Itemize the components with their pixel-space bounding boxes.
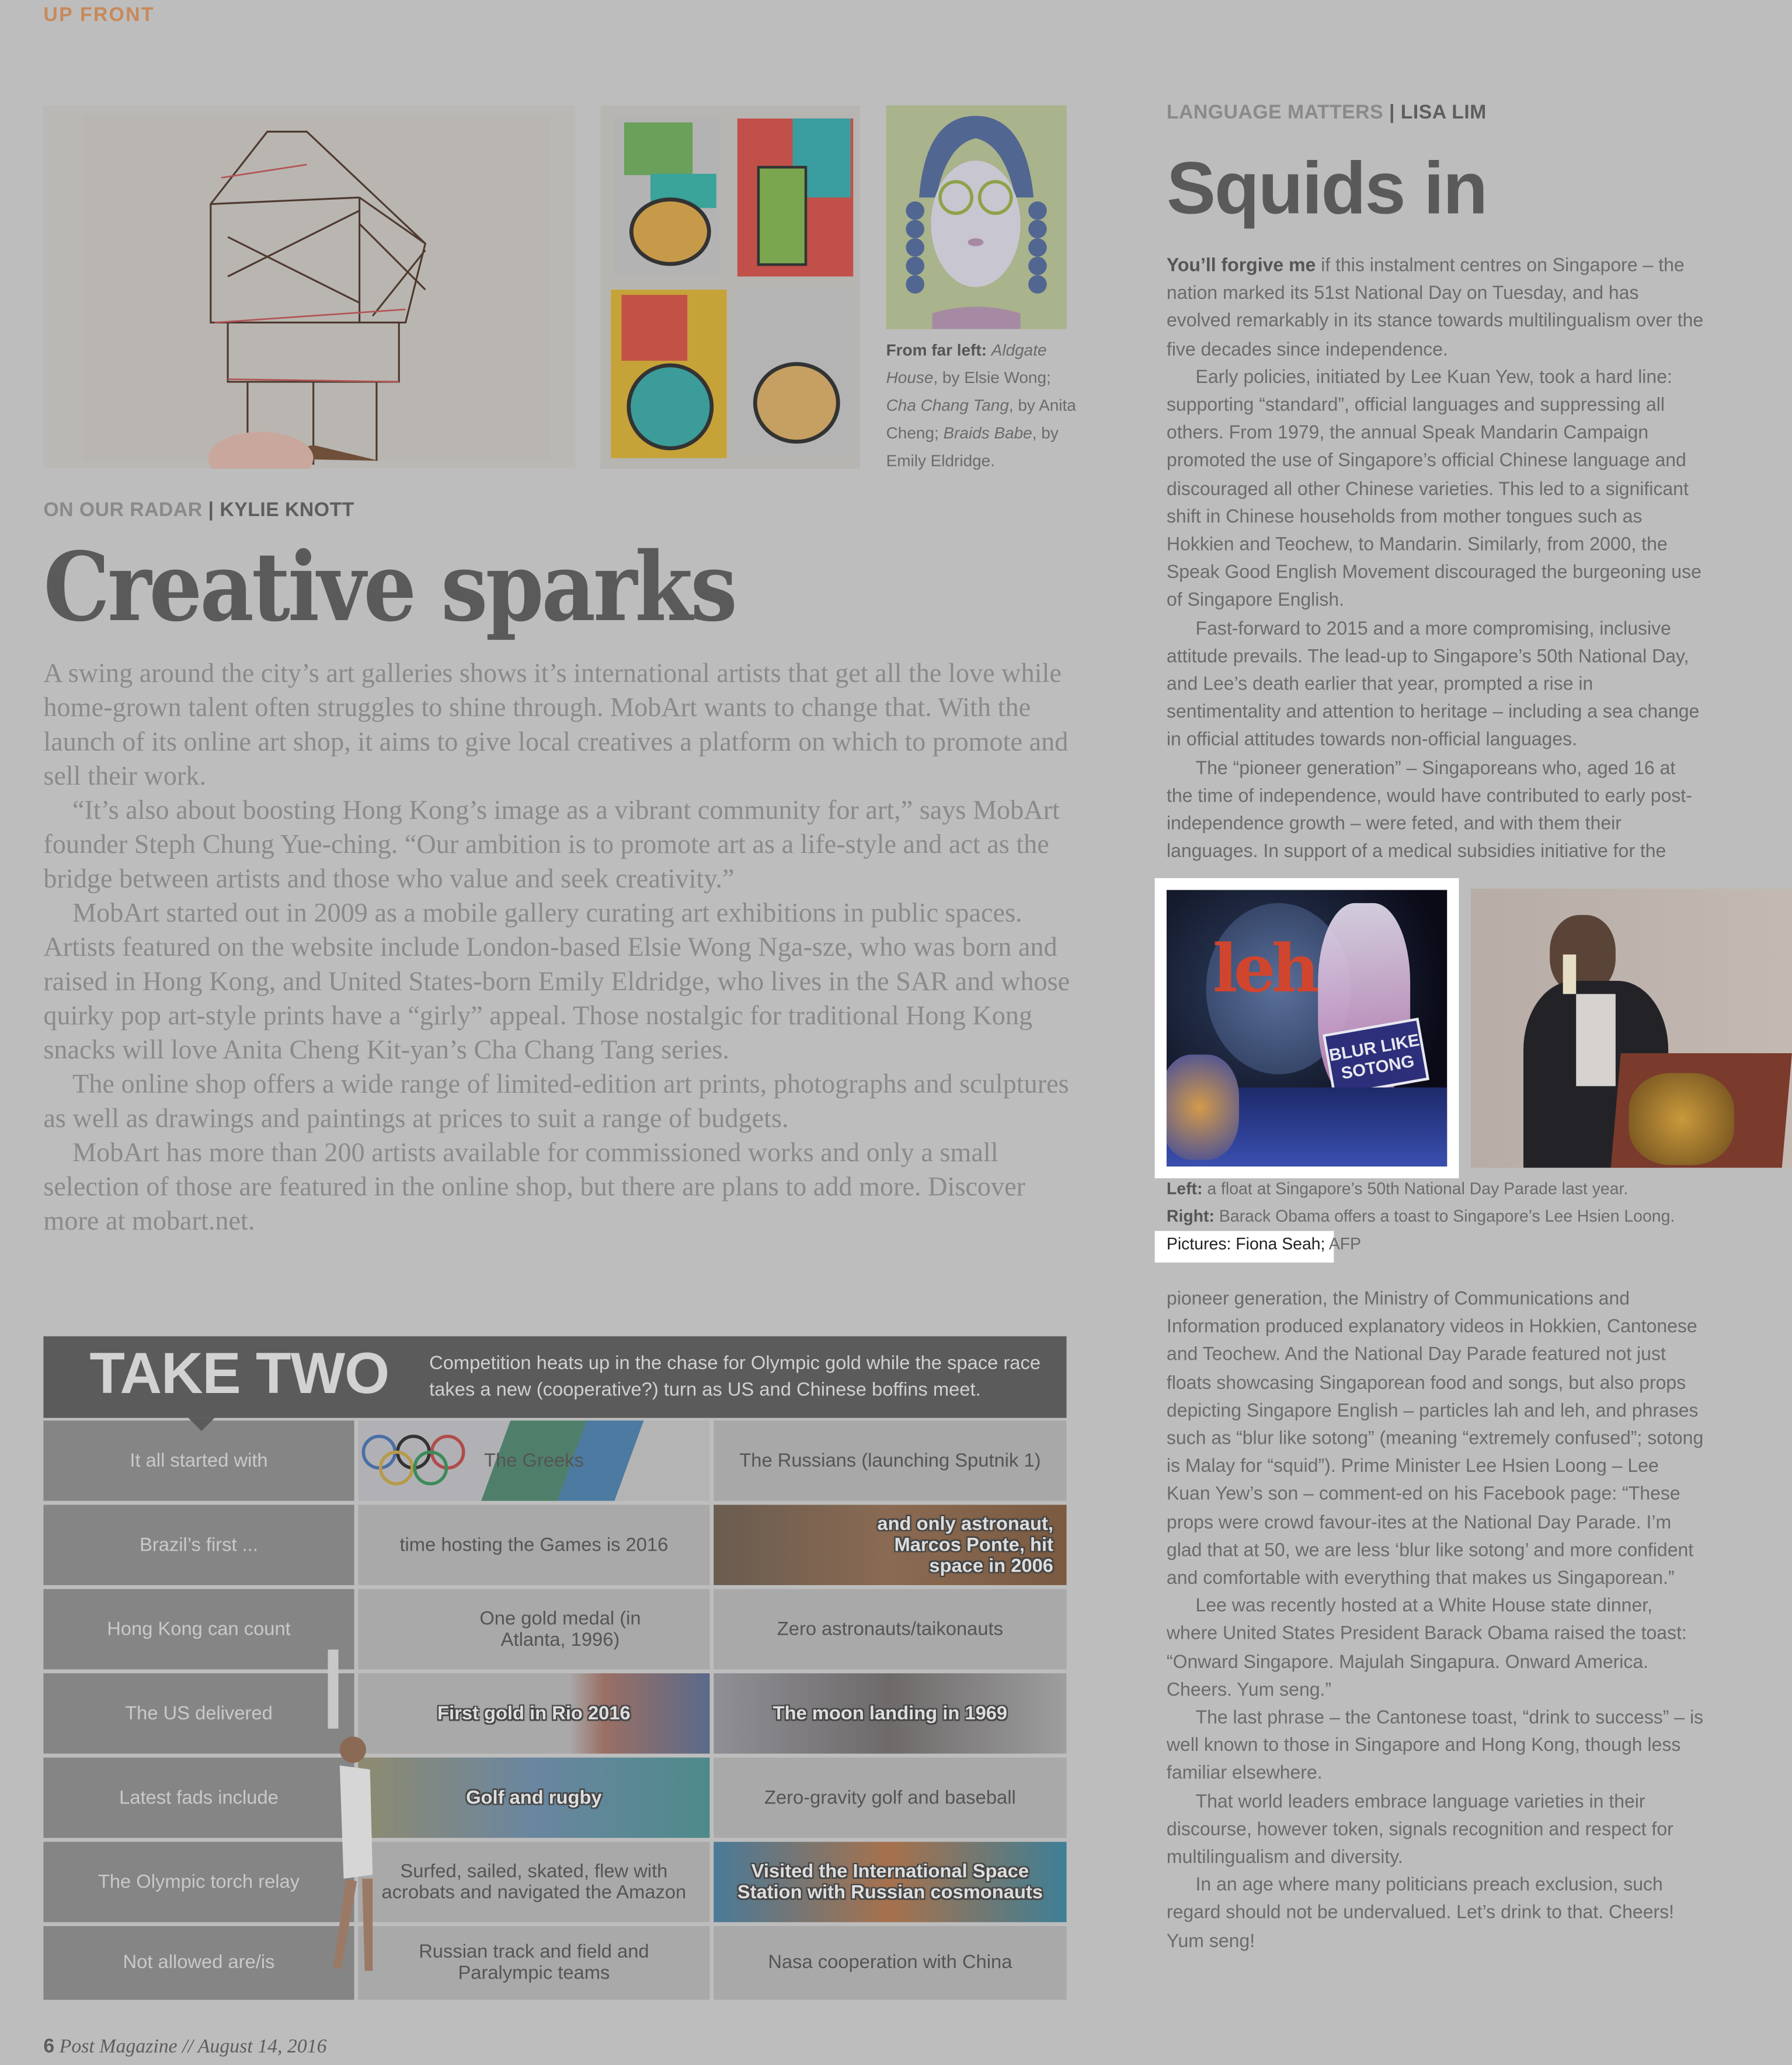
space-cell: Zero astronauts/taikonauts: [714, 1589, 1066, 1670]
take-two-intro: Competition heats up in the chase for Olympic gold while the space race takes a new (cooperative?) turn as US and Chinese boffins meet.: [429, 1353, 1041, 1401]
row-label: Hong Kong can count: [43, 1589, 354, 1670]
page-footer: [43, 2035, 326, 2059]
olympics-cell: Golf and rugby: [358, 1757, 709, 1838]
paragraph: The “pioneer generation” – Singaporeans who, aged 16 at the time of independence, would have contributed to early post-independence growth – were feted, and with them their languages. In support of a medical subsidies initiative for the: [1166, 758, 1692, 863]
take-two-header: [43, 1336, 1066, 1418]
paragraph: A swing around the city’s art galleries shows it’s international artists that get all the love while home-grown talent often struggles to shine through. MobArt wants to change that. With the launch of its online art shop, it aims to give local creatives a platform on which to promote and sell their work.: [43, 659, 1069, 792]
aldgate-house-image: [43, 105, 575, 468]
olympics-cell: The Greeks: [358, 1420, 709, 1501]
publication-date: Post Magazine // August 14, 2016: [59, 2036, 327, 2058]
highlight-box-photo: [1155, 878, 1459, 1178]
left-headline: Creative sparks: [43, 530, 735, 643]
print-1: [614, 119, 719, 274]
take-two-title: TAKE TWO: [89, 1341, 389, 1406]
house-drawing-icon: [43, 105, 575, 468]
blur-like-sotong-sign: BLUR LIKE SOTONG: [1323, 1018, 1429, 1097]
paragraph: Fast-forward to 2015 and a more compromising, inclusive attitude prevails. The lead-up to Singapore’s 50th National Day, and Lee’s death earlier that year, prompted a rise in sentimentality and attention to heritage – including a sea change in official attitudes towards non-official languages.: [1166, 618, 1700, 751]
right-headline: Squids in: [1166, 146, 1487, 229]
cha-chang-tang-prints: [600, 105, 860, 468]
row-label: It all started with: [43, 1420, 354, 1501]
row-label: Brazil’s first ...: [43, 1505, 354, 1585]
print-2: [737, 119, 853, 277]
pointer-arrow-icon: [188, 1418, 214, 1432]
right-author: LISA LIM: [1400, 101, 1487, 124]
lead-in: You’ll forgive me: [1166, 255, 1316, 277]
right-article-body-top: [1167, 253, 1707, 867]
left-kicker: ON OUR RADAR | KYLIE KNOTT: [43, 499, 354, 521]
olympics-cell: Surfed, sailed, skated, flew with acrobats and navigated the Amazon: [358, 1842, 709, 1923]
paragraph: You’ll forgive me if this instalment centres on Singapore – the nation marked its 51st National Day on Tuesday, and has evolved remarkably in its stance towards multilingualism over the five decades since independence.: [1166, 255, 1704, 360]
space-cell: The moon landing in 1969: [714, 1673, 1066, 1754]
photo-caption: Left: a float at Singapore’s 50th National Day Parade last year. Right: Barack Obama offers a toast to Singapore’s Lee Hsien Loong.: [1166, 1179, 1675, 1226]
olympics-cell: One gold medal (in Atlanta, 1996): [358, 1589, 709, 1670]
paragraph: pioneer generation, the Ministry of Communications and Information produced explanatory videos in Hokkien, Cantonese and Teochew. And the National Day Parade featured not just floats showcasing Singaporean food and songs, but also props depicting Singapore English – particles lah and leh, and phrases such as “blur like sotong” (meaning “extremely confused”; sotong is Malay for “squid”). Prime Minister Lee Hsien Loong – Lee Kuan Yew’s son – comment-ed on his Facebook page: “These props were crowd favour-ites at the National Day Parade. I’m glad that at 50, we are less ‘blur like sotong’ and more confident and comfortable with everything that makes us Singaporean.”: [1166, 1289, 1704, 1589]
art-image-caption: From far left: Aldgate House, by Elsie Wong; Cha Chang Tang, by Anita Cheng; Braids Babe, by Emily Eldridge.: [886, 341, 1076, 471]
paragraph: The online shop offers a wide range of limited-edition art prints, photographs and sculptures as well as drawings and paintings at prices to suit a range of budgets.: [43, 1070, 1069, 1134]
space-cell: and only astronaut, Marcos Ponte, hit space in 2006: [714, 1505, 1066, 1585]
paragraph: MobArt has more than 200 artists available for commissioned works and only a small selection of those are featured in the online shop, but there are plans to add more. Discover more at mobart.net.: [43, 1138, 1026, 1237]
photo-credit: Pictures: Fiona Seah; AFP: [1166, 1235, 1362, 1253]
row-label: The Olympic torch relay: [43, 1842, 354, 1923]
page-number: 6: [43, 2035, 55, 2058]
row-label: Not allowed are/is: [43, 1926, 354, 2000]
section-label: UP FRONT: [43, 4, 155, 27]
paragraph: Early policies, initiated by Lee Kuan Yew, took a hard line: supporting “standard”, official languages and suppressing all others. From 1979, the annual Speak Mandarin Campaign promoted the use of Singapore’s official Chinese language and discouraged all other Chinese varieties. This led to a significant shift in Chinese households from mother tongues such as Hokkien and Teochew, to Mandarin. Similarly, from 2000, the Speak Good English Movement discouraged the burgeoning use of Singapore English.: [1166, 367, 1701, 612]
obama-toast-photo: [1471, 889, 1792, 1168]
left-author: KYLIE KNOTT: [220, 499, 354, 521]
space-cell: Zero-gravity golf and baseball: [714, 1757, 1066, 1838]
paragraph: That world leaders embrace language varieties in their discourse, however token, signals recognition and respect for multilingualism and diversity.: [1166, 1791, 1673, 1868]
paragraph: “It’s also about boosting Hong Kong’s image as a vibrant community for art,” says MobArt founder Steph Chung Yue-ching. “Our ambition is to promote art as a life-style and act as the bridge between artists and those who value and seek creativity.”: [43, 796, 1060, 894]
print-3: [611, 290, 726, 458]
braids-babe-image: [886, 105, 1067, 329]
space-cell: Visited the International Space Station with Russian cosmonauts: [714, 1842, 1066, 1923]
space-cell: The Russians (launching Sputnik 1): [714, 1420, 1066, 1501]
ndp-float-photo: [1167, 890, 1447, 1166]
paragraph: The last phrase – the Cantonese toast, “drink to success” – is well known to those in Singapore and Hong Kong, though less familiar elsewhere.: [1166, 1707, 1704, 1785]
olympics-cell: First gold in Rio 2016: [358, 1673, 709, 1754]
credit-highlighted: Pictures: Fiona Seah;: [1166, 1235, 1325, 1253]
float-word: leh: [1212, 929, 1316, 1008]
torch-bearer-figure-icon: [280, 1644, 385, 1986]
row-label: The US delivered: [43, 1673, 354, 1754]
girl-illustration-icon: [886, 105, 1067, 329]
right-article-body-bottom: [1167, 1286, 1707, 1956]
row-label: Latest fads include: [43, 1757, 354, 1838]
paragraph: MobArt started out in 2009 as a mobile gallery curating art exhibitions in public spaces. Artists featured on the website include London-based Elsie Wong Nga-sze, who was born and raised in Hong Kong, and United States-born Emily Eldridge, who lives in the SAR and whose quirky pop art-style prints have a “girly” appeal. Those nostalgic for traditional Hong Kong snacks will love Anita Cheng Kit-yan’s Cha Chang Tang series.: [43, 899, 1070, 1065]
print-4: [737, 290, 853, 455]
olympics-cell: time hosting the Games is 2016: [358, 1505, 709, 1585]
paragraph: Lee was recently hosted at a White House state dinner, where United States President Barack Obama raised the toast: “Onward Singapore. Majulah Singapura. Onward America. Cheers. Yum seng.”: [1166, 1596, 1687, 1701]
right-kicker: LANGUAGE MATTERS | LISA LIM: [1166, 101, 1487, 124]
paragraph: In an age where many politicians preach exclusion, such regard should not be undervalued. Let’s drink to that. Cheers! Yum seng!: [1166, 1875, 1675, 1952]
space-cell: Nasa cooperation with China: [714, 1926, 1066, 2000]
take-two-table: [43, 1420, 1066, 2000]
olympic-rings-icon: [361, 1434, 486, 1486]
caption-lead: From far left:: [886, 341, 987, 360]
olympics-cell: Russian track and field and Paralympic teams: [358, 1926, 709, 2000]
left-article-body: [43, 657, 1070, 1239]
